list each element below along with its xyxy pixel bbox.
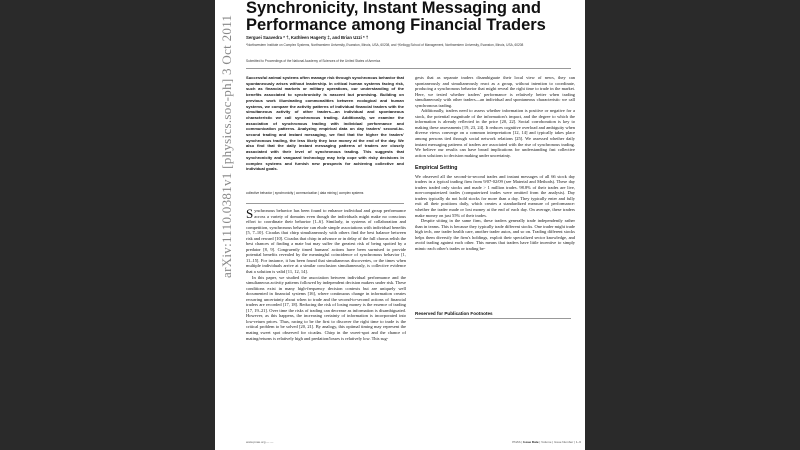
body-paragraph: In this paper, we studied the association between individual performance and the simultaneous activity patterns followed by independent decision makers under risk. These conditions exist in many high-frequency decision contexts but are uniquely well documented in financial systems [16], where continuous change in information creates recurring uncertainty about when to trade and the second-to-second actions of financial traders are recorded [17, 18]. Reducing the risk of losing money is the essence of trading [17, 19–21]. Over time the risks of trading can decrease as information is disambiguated. However, as this happens, the increasing certainty of information is incorporated into low-return prices. Thus, racing to be the first to discover the right time to trade is the critical problem to be solved [20, 21]. By analogy, this optimal timing may represent the mating sweet spot observed for cicadas. Chirp in the sweet-spot and the chance of mating/returns is relatively high and predation/losses is relatively low. This sug- — [246, 274, 406, 341]
drop-cap: S — [246, 206, 254, 221]
footnotes-placeholder: Reserved for Publication Footnotes — [415, 311, 493, 316]
paper-title: Synchronicity, Instant Messaging and Performance among Financial Traders — [246, 0, 546, 34]
keywords: collective behavior | synchronicity | communication | data mining | complex systems — [246, 191, 364, 195]
left-column — [246, 208, 406, 341]
affiliations: *Northwestern Institute on Complex Systems, Northwestern University, Evanston, Illinois, USA, 60208, and †Kellogg School of Management, Northwestern University, Evanston, Illinois, USA, 60208 — [246, 43, 524, 47]
submission-note: Submitted to Proceedings of the National Academy of Sciences of the United States of America — [246, 59, 381, 63]
author-list: Serguei Saavedra * †, Kathleen Hagerty ‡, and Brian Uzzi * † — [246, 35, 369, 40]
body-paragraph: gests that as separate traders disambiguate their local view of news, they can spontaneously and simultaneously react as a group, without intention to coordinate, producing a synchronous behavior that might reveal the right time to trade in the market. Here, we tested whether traders' performance is relatively better when trading simultaneously with other traders—an individual and spontaneous characteristic we call synchronous trading. — [415, 75, 575, 108]
journal-url: www.pnas.org — — — [246, 440, 274, 444]
body-paragraph: We observed all the second-to-second trades and instant messages of all 66 stock day traders in a typical trading firm from 9/07-02/09 (see Material and Methods). These day traders traded only stocks and made > 1 million trades. 98.8% of their trades are live, non-computerized trades (computerized trades were omitted from the analysis). Day traders typically do not hold stocks for more than a day. They typically enter and fully exit all their positions daily, which creates a standardized measure of performance: whether the trader made or lost money at the end of each day. On average, these traders make money on just 55% of their trades. — [415, 173, 575, 218]
body-paragraph: Despite sitting in the same firm, these traders generally trade independently rather than in teams. This is because they typically trade different stocks. One trader might trade high tech, one trader health care, another trader autos, and so on. Trading different stocks helps them diversify the firm's holdings, exploit their specialized sector knowledge, and avoid trading against each other. This means that traders have little incentive to simply mimic each other's trades or trading be- — [415, 218, 575, 251]
body-paragraph: Additionally, traders need to assess whether information is positive or negative for a stock, the potential magnitude of the information's impact, and the degree to which the information is already reflected in the price [20, 22]. Social corroboration is key to making these assessments [19, 23, 24]. It reduces cognitive overload and ambiguity when diverse views converge on a common interpretation [12, 14] and typically takes place among persons tied through social network relations [25]. We assessed whether daily instant messaging patterns of traders are associated with the rise of synchronous trading. We believe our results can have broad implications for understanding fast collective action solutions to decision making under uncertainty. — [415, 108, 575, 158]
keywords-divider — [246, 203, 404, 204]
paper-page — [215, 0, 585, 450]
intro-paragraph: Synchronous behavior has been found to enhance individual and group performance across a variety of domains even though the individuals might make no conscious effort to coordinate their behavior [1–6]. Similarly, in systems of collaboration and competition, synchronous behavior can elude simple associations with individual benefits [5, 7–10]. Cicadas that chirp simultaneously with others find the best balance between risk and reward [10]. Cicadas that chirp in advance or in delay of the full chorus relish the best chances of finding a mate but may suffer the greatest risk of being spotted by a predator [8, 9]. Congruently timed humans' actions have been surmised to provide potential benefits revealed by the meaningful coincidence of synchronous behavior [1, 11–15]. For instance, it has been found that simultaneous discoveries, or the times when multiple individuals arrive at a similar conclusion simultaneously, is collective evidence that a solution is valid [11, 12, 14]. — [246, 206, 406, 275]
footnotes-divider — [415, 318, 571, 319]
arxiv-stamp: arXiv:1110.0381v1 [physics.soc-ph] 3 Oct 2011 — [219, 14, 234, 278]
right-column — [415, 75, 575, 251]
abstract: Successful animal systems often manage risk through synchronous behavior that spontaneously arises without leadership. In critical human systems facing risk, such as financial markets or military operations, our understanding of the benefits associated to synchronicity is nascent but promising. Building on previous work illuminating commonalities between ecological and human systems, we compare the activity patterns of individual financial traders with the simultaneous activity of other traders—an individual and spontaneous characteristic we call synchronous trading. Additionally, we examine the association of synchronous trading with individual performance and communication patterns. Analyzing empirical data on day traders' second-to-second trading and instant messaging, we find that the higher the traders' synchronous trading, the less likely they lose money at the end of the day. We also find that the daily instant messaging patterns of traders are closely associated with their level of synchronous trading. This suggests that synchronicity and vanguard technology may help cope with risky decisions in complex systems and furnish new prospects for achieving collective and individual goals. — [246, 75, 404, 172]
section-heading: Empirical Setting — [415, 165, 458, 172]
header-divider — [246, 68, 571, 69]
journal-info: PNAS | Issue Date | Volume | Issue Number | 1–6 — [512, 440, 581, 444]
